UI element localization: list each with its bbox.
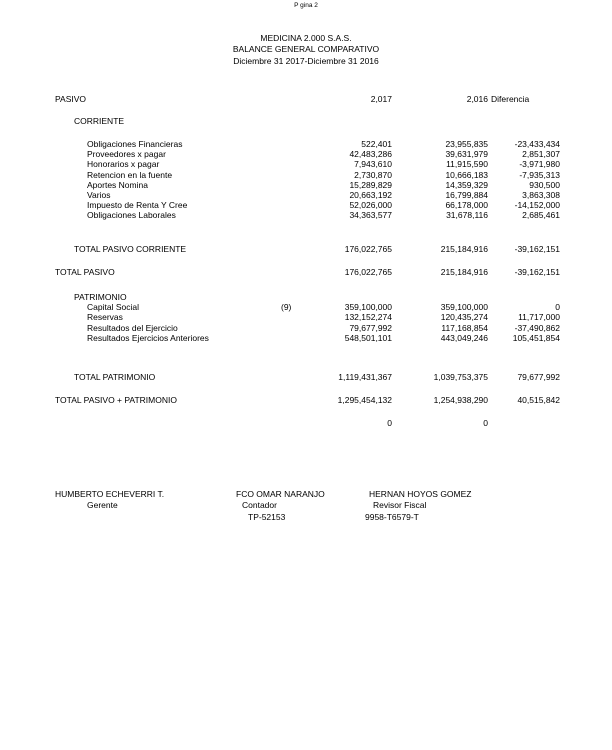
row-name: Proveedores x pagar [87,149,166,160]
row-value-diff: 930,500 [529,179,560,190]
row-value-2017: 15,289,829 [349,179,392,190]
signature-name-gerente: HUMBERTO ECHEVERRI T. [55,489,165,499]
row-value-2017: 7,943,610 [354,159,392,170]
total-pasivo-2016: 215,184,916 [440,267,488,277]
row-value-2017: 132,152,274 [344,312,392,323]
total-pasivo-diff: -39,162,151 [514,267,560,277]
total-pasivo-patrimonio-2017: 1,295,454,132 [337,395,392,405]
row-value-2016: 39,631,979 [445,149,488,160]
row-value-diff: -14,152,000 [514,200,560,211]
row-value-2017: 42,483,286 [349,149,392,160]
signature-name-contador: FCO OMAR NARANJO [236,489,325,499]
page-number: P gina 2 [294,2,318,9]
row-name: Aportes Nomina [87,179,148,190]
signature-name-revisor: HERNAN HOYOS GOMEZ [369,489,472,499]
row-value-2017: 548,501,101 [344,332,392,343]
pasivo-heading: PASIVO [55,94,87,104]
row-name: Capital Social [87,302,139,312]
report-title: BALANCE GENERAL COMPARATIVO [232,44,380,54]
company-name: MEDICINA 2.000 S.A.S. [260,33,352,43]
row-value-2017: 34,363,577 [349,210,392,221]
row-value-diff: -23,433,434 [514,139,560,149]
row-value-2017: 52,026,000 [349,200,392,211]
row-note: (9) [281,302,292,312]
row-value-diff: 0 [555,302,560,312]
row-value-2017: 522,401 [361,139,392,149]
row-value-2016: 359,100,000 [440,302,488,312]
column-header-diferencia: Diferencia [491,94,530,104]
total-pasivo-label: TOTAL PASIVO [55,267,115,277]
row-name: Honorarios x pagar [87,159,160,170]
row-value-diff: 2,685,461 [522,210,560,221]
row-value-2017: 2,730,870 [354,169,392,180]
row-value-diff: -7,935,313 [519,169,560,180]
column-header-2016: 2,016 [466,94,488,104]
row-value-2016: 11,915,590 [446,159,488,170]
row-name: Retencion en la fuente [87,169,173,180]
row-value-2016: 66,178,000 [445,200,488,211]
total-patrimonio-label: TOTAL PATRIMONIO [74,372,156,382]
total-pasivo-corriente-label: TOTAL PASIVO CORRIENTE [74,244,187,254]
row-name: Resultados Ejercicios Anteriores [87,332,209,343]
row-value-2017: 79,677,992 [349,322,392,333]
row-value-diff: -37,490,862 [514,322,560,333]
row-name: Obligaciones Laborales [87,210,176,221]
corriente-heading: CORRIENTE [74,116,125,126]
row-value-2016: 10,666,183 [445,169,488,180]
patrimonio-heading: PATRIMONIO [74,292,127,302]
check-value-2017: 0 [387,418,392,428]
signature-role-contador: Contador [242,500,277,510]
row-value-2016: 117,168,854 [441,322,488,333]
total-pasivo-2017: 176,022,765 [344,267,392,277]
row-name: Obligaciones Financieras [87,139,183,149]
row-value-2017: 359,100,000 [344,302,392,312]
total-pasivo-corriente-diff: -39,162,151 [514,244,560,254]
row-value-2017: 20,663,192 [349,190,392,200]
row-value-2016: 120,435,274 [440,312,488,323]
check-value-2016: 0 [483,418,488,428]
row-value-diff: 2,851,307 [522,149,560,160]
total-pasivo-patrimonio-diff: 40,515,842 [517,395,560,405]
row-value-diff: 11,717,000 [518,312,560,323]
row-name: Varios [87,190,111,200]
row-value-2016: 16,799,884 [445,190,488,200]
row-value-2016: 31,678,116 [446,210,488,221]
total-patrimonio-2016: 1,039,753,375 [433,372,488,382]
row-value-diff: -3,971,980 [519,159,560,170]
total-pasivo-patrimonio-label: TOTAL PASIVO + PATRIMONIO [55,395,177,405]
total-patrimonio-diff: 79,677,992 [517,372,560,382]
total-pasivo-corriente-2016: 215,184,916 [440,244,488,254]
row-value-2016: 14,359,329 [445,179,488,190]
column-header-2017: 2,017 [370,94,392,104]
row-value-2016: 23,955,835 [445,139,488,149]
row-value-diff: 3,863,308 [522,190,560,200]
signature-id-revisor: 9958-T6579-T [365,512,419,522]
signature-id-contador: TP-52153 [248,512,286,522]
report-period: Diciembre 31 2017-Diciembre 31 2016 [233,56,379,66]
row-value-diff: 105,451,854 [512,332,560,343]
total-pasivo-patrimonio-2016: 1,254,938,290 [433,395,488,405]
row-value-2016: 443,049,246 [440,332,488,343]
total-pasivo-corriente-2017: 176,022,765 [344,244,392,254]
signature-role-gerente: Gerente [87,500,118,510]
row-name: Resultados del Ejercicio [87,322,178,333]
row-name: Reservas [87,312,123,323]
signature-role-revisor: Revisor Fiscal [373,500,427,510]
row-name: Impuesto de Renta Y Cree [87,200,188,211]
total-patrimonio-2017: 1,119,431,367 [338,372,392,382]
